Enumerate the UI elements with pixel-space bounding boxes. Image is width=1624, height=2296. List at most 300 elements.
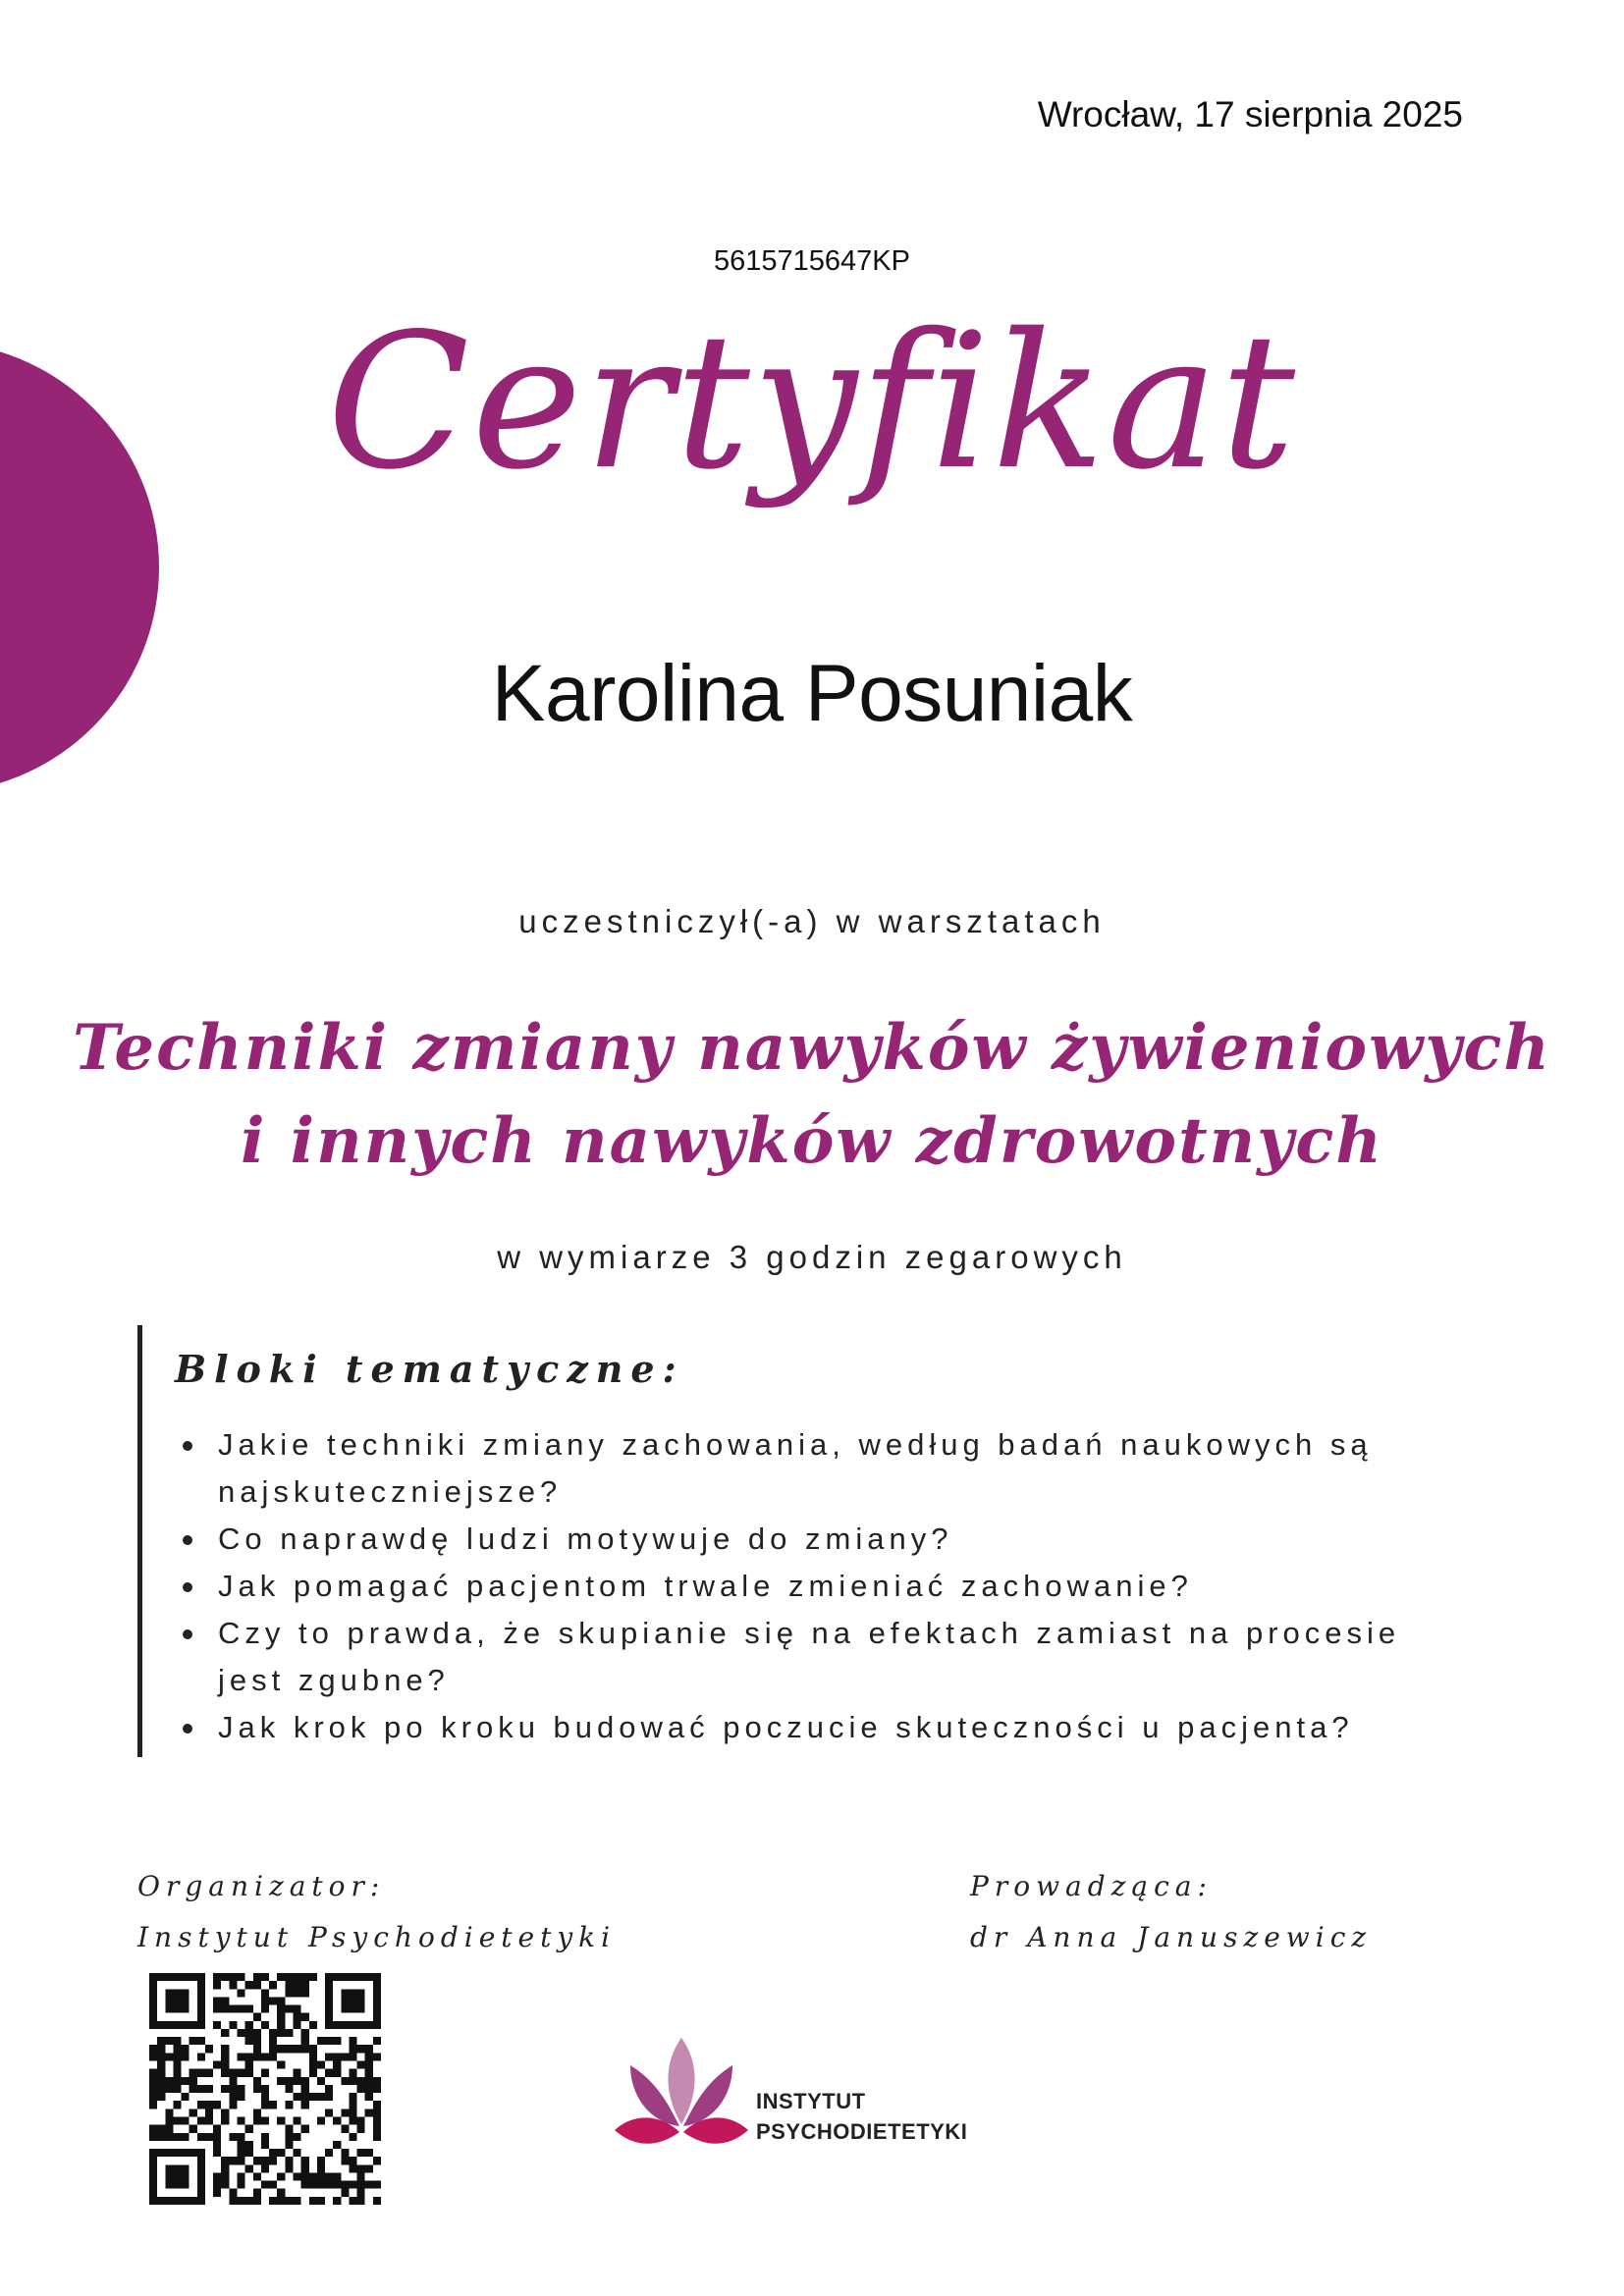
qr-module	[301, 2037, 309, 2045]
qr-module	[325, 2149, 333, 2157]
qr-module	[373, 2085, 381, 2093]
qr-module	[373, 1997, 381, 2004]
topic-item: Co naprawdę ludzi motywuje do zmiany?	[177, 1516, 1473, 1563]
qr-module	[157, 2085, 165, 2093]
qr-module	[349, 2181, 356, 2189]
qr-module	[245, 2069, 253, 2077]
qr-module	[325, 2085, 333, 2093]
qr-module	[373, 2109, 381, 2116]
qr-module	[365, 2021, 373, 2029]
qr-module	[317, 2181, 325, 2189]
qr-module	[301, 2093, 309, 2101]
qr-module	[173, 2021, 181, 2029]
qr-module	[309, 2197, 317, 2205]
qr-module	[349, 2005, 356, 2013]
qr-module	[253, 2045, 261, 2053]
participation-text: uczestniczył(-a) w warsztatach	[518, 903, 1106, 939]
qr-module	[309, 2069, 317, 2077]
qr-module	[309, 2061, 317, 2069]
qr-module	[261, 2005, 269, 2013]
qr-module	[197, 2101, 205, 2109]
qr-module	[221, 2157, 229, 2164]
qr-module	[357, 2021, 365, 2029]
qr-module	[149, 1989, 157, 1997]
qr-module	[229, 2101, 237, 2109]
qr-module	[238, 1973, 245, 1981]
qr-module	[157, 2045, 165, 2053]
qr-module	[349, 1997, 356, 2004]
qr-module	[325, 2181, 333, 2189]
qr-module	[349, 2164, 356, 2172]
qr-module	[213, 2021, 221, 2029]
qr-module	[238, 2069, 245, 2077]
qr-module	[182, 2116, 189, 2124]
qr-module	[229, 2077, 237, 2085]
qr-module	[373, 2116, 381, 2124]
qr-module	[238, 2133, 245, 2141]
qr-module	[357, 2149, 365, 2157]
qr-module	[205, 2085, 213, 2093]
qr-module	[333, 2053, 341, 2060]
qr-module	[182, 2164, 189, 2172]
qr-module	[261, 2164, 269, 2172]
qr-module	[229, 2021, 237, 2029]
qr-module	[301, 1989, 309, 1997]
logo-text	[756, 2086, 967, 2147]
qr-module	[333, 2061, 341, 2069]
qr-module	[341, 2053, 349, 2060]
qr-module	[261, 2133, 269, 2141]
qr-module	[301, 2157, 309, 2164]
qr-module	[165, 2181, 173, 2189]
qr-module	[205, 2116, 213, 2124]
qr-module	[165, 2085, 173, 2093]
leader-label: Prowadząca:	[970, 1870, 1213, 1902]
qr-module	[149, 2181, 157, 2189]
qr-module	[365, 2069, 373, 2077]
qr-module	[197, 2005, 205, 2013]
qr-module	[173, 2116, 181, 2124]
qr-module	[373, 2101, 381, 2109]
qr-module	[149, 2077, 157, 2085]
qr-module	[173, 2149, 181, 2157]
qr-module	[229, 1973, 237, 1981]
qr-module	[221, 2069, 229, 2077]
qr-module	[373, 2021, 381, 2029]
qr-module	[349, 2045, 356, 2053]
qr-module	[149, 2164, 157, 2172]
qr-module	[229, 2069, 237, 2077]
qr-module	[238, 2053, 245, 2060]
qr-module	[269, 2149, 277, 2157]
qr-module	[325, 2093, 333, 2101]
qr-module	[165, 2125, 173, 2133]
qr-module	[333, 2021, 341, 2029]
qr-module	[293, 2172, 300, 2180]
qr-module	[245, 2037, 253, 2045]
qr-module	[173, 1973, 181, 1981]
qr-module	[309, 2021, 317, 2029]
qr-module	[317, 2077, 325, 2085]
certificate-number: 5615715647KP	[714, 245, 910, 277]
qr-module	[277, 2013, 285, 2021]
qr-module	[238, 2005, 245, 2013]
qr-module	[253, 2029, 261, 2037]
qr-module	[229, 2085, 237, 2093]
qr-module	[301, 2172, 309, 2180]
qr-module	[197, 2053, 205, 2060]
qr-module	[341, 2005, 349, 2013]
qr-module	[301, 2101, 309, 2109]
qr-module	[333, 2069, 341, 2077]
qr-module	[238, 2172, 245, 2180]
lotus-center-petal	[668, 2038, 694, 2124]
qr-module	[173, 2005, 181, 2013]
qr-module	[182, 2077, 189, 2085]
qr-module	[357, 2172, 365, 2180]
qr-module	[157, 2197, 165, 2205]
certificate-title: Certyfikat	[326, 294, 1298, 510]
qr-module	[173, 1997, 181, 2004]
qr-module	[149, 1981, 157, 1989]
qr-module	[277, 2172, 285, 2180]
qr-module	[229, 2197, 237, 2205]
qr-module	[197, 2021, 205, 2029]
qr-module	[229, 2005, 237, 2013]
qr-module	[333, 2141, 341, 2149]
qr-module	[341, 2125, 349, 2133]
qr-module	[309, 2053, 317, 2060]
qr-module	[173, 2133, 181, 2141]
qr-module	[238, 2157, 245, 2164]
qr-module	[293, 2013, 300, 2021]
qr-module	[333, 1973, 341, 1981]
qr-module	[285, 2029, 293, 2037]
qr-module	[245, 2029, 253, 2037]
qr-module	[285, 2197, 293, 2205]
qr-module	[261, 1989, 269, 1997]
logo-text-line-1: INSTYTUT	[756, 2089, 866, 2113]
qr-module	[213, 2149, 221, 2157]
qr-module	[205, 2069, 213, 2077]
qr-module	[149, 2189, 157, 2197]
qr-module	[333, 2037, 341, 2045]
qr-module	[253, 2157, 261, 2164]
qr-module	[277, 2149, 285, 2157]
topics-list	[177, 1421, 1473, 1751]
qr-module	[205, 2109, 213, 2116]
qr-code-icon[interactable]	[149, 1973, 381, 2205]
qr-module	[269, 2045, 277, 2053]
qr-module	[197, 2157, 205, 2164]
recipient-name: Karolina Posuniak	[491, 649, 1133, 738]
qr-module	[373, 2197, 381, 2205]
qr-module	[229, 2093, 237, 2101]
qr-module	[182, 2093, 189, 2101]
qr-module	[301, 2013, 309, 2021]
qr-module	[349, 1989, 356, 1997]
qr-module	[357, 1973, 365, 1981]
qr-module	[365, 2093, 373, 2101]
qr-module	[221, 2085, 229, 2093]
qr-module	[221, 2164, 229, 2172]
qr-module	[293, 2069, 300, 2077]
qr-module	[221, 1997, 229, 2004]
topics-heading: Bloki tematyczne:	[175, 1347, 684, 1391]
qr-module	[245, 2141, 253, 2149]
logo-text-line-2: PSYCHODIETETYKI	[756, 2119, 968, 2144]
topic-item: Jak krok po kroku budować poczucie skuteczności u pacjenta?	[177, 1704, 1473, 1751]
qr-module	[357, 2077, 365, 2085]
qr-module	[333, 2181, 341, 2189]
qr-module	[277, 2077, 285, 2085]
qr-module	[285, 1981, 293, 1989]
qr-module	[285, 2125, 293, 2133]
qr-module	[317, 2164, 325, 2172]
qr-module	[293, 1973, 300, 1981]
qr-module	[253, 2077, 261, 2085]
qr-module	[373, 2037, 381, 2045]
qr-module	[365, 1973, 373, 1981]
qr-module	[229, 2189, 237, 2197]
qr-module	[373, 1989, 381, 1997]
qr-module	[301, 2085, 309, 2093]
qr-module	[213, 2172, 221, 2180]
qr-module	[238, 2116, 245, 2124]
qr-module	[277, 2029, 285, 2037]
qr-module	[197, 2189, 205, 2197]
qr-module	[197, 2149, 205, 2157]
qr-module	[341, 2181, 349, 2189]
qr-module	[182, 2045, 189, 2053]
qr-module	[277, 1997, 285, 2004]
qr-module	[357, 2045, 365, 2053]
qr-module	[261, 2085, 269, 2093]
qr-module	[197, 2085, 205, 2093]
qr-module	[293, 2005, 300, 2013]
qr-module	[189, 1973, 197, 1981]
qr-module	[261, 1973, 269, 1981]
qr-module	[165, 2021, 173, 2029]
qr-module	[349, 2133, 356, 2141]
lotus-logo-icon	[613, 2030, 750, 2158]
qr-module	[149, 2093, 157, 2101]
qr-module	[157, 2021, 165, 2029]
qr-module	[325, 2005, 333, 2013]
qr-module	[357, 2116, 365, 2124]
qr-module	[149, 2013, 157, 2021]
qr-module	[189, 2037, 197, 2045]
qr-module	[149, 2069, 157, 2077]
qr-module	[349, 2093, 356, 2101]
qr-module	[182, 2197, 189, 2205]
qr-module	[173, 2172, 181, 2180]
qr-module	[165, 2109, 173, 2116]
qr-module	[325, 2172, 333, 2180]
qr-module	[182, 2133, 189, 2141]
qr-module	[253, 1981, 261, 1989]
qr-module	[149, 1973, 157, 1981]
qr-module	[197, 1973, 205, 1981]
qr-module	[341, 2109, 349, 2116]
qr-module	[349, 2069, 356, 2077]
qr-module	[365, 2109, 373, 2116]
qr-module	[182, 2149, 189, 2157]
qr-module	[245, 2149, 253, 2157]
qr-module	[253, 2037, 261, 2045]
qr-module	[165, 2197, 173, 2205]
qr-module	[189, 2197, 197, 2205]
qr-module	[221, 2005, 229, 2013]
qr-module	[349, 2116, 356, 2124]
qr-module	[149, 2101, 157, 2109]
qr-module	[285, 2077, 293, 2085]
qr-module	[238, 2149, 245, 2157]
qr-module	[277, 2045, 285, 2053]
qr-module	[309, 2181, 317, 2189]
qr-module	[238, 2093, 245, 2101]
qr-module	[213, 1997, 221, 2004]
qr-module	[173, 2181, 181, 2189]
qr-module	[213, 2189, 221, 2197]
qr-module	[221, 2061, 229, 2069]
qr-module	[229, 2133, 237, 2141]
workshop-title-line-2: i innych nawyków zdrowotnych	[241, 1104, 1383, 1178]
qr-module	[261, 2101, 269, 2109]
qr-module	[269, 1997, 277, 2004]
qr-module	[157, 2125, 165, 2133]
qr-module	[245, 2061, 253, 2069]
qr-module	[182, 2181, 189, 2189]
qr-module	[309, 2045, 317, 2053]
qr-module	[325, 2109, 333, 2116]
qr-module	[341, 2077, 349, 2085]
qr-module	[245, 2197, 253, 2205]
qr-module	[261, 2116, 269, 2124]
qr-module	[349, 2197, 356, 2205]
qr-module	[349, 2053, 356, 2060]
qr-module	[149, 2125, 157, 2133]
qr-module	[221, 2116, 229, 2124]
qr-module	[253, 2172, 261, 2180]
qr-module	[253, 2189, 261, 2197]
qr-module	[149, 2172, 157, 2180]
qr-module	[357, 1997, 365, 2004]
qr-module	[269, 2053, 277, 2060]
qr-module	[173, 2077, 181, 2085]
qr-module	[309, 2172, 317, 2180]
qr-module	[261, 2053, 269, 2060]
qr-module	[317, 2093, 325, 2101]
qr-module	[293, 2077, 300, 2085]
qr-module	[349, 1973, 356, 1981]
qr-module	[341, 2021, 349, 2029]
qr-module	[149, 2005, 157, 2013]
qr-module	[285, 2005, 293, 2013]
qr-module	[373, 2013, 381, 2021]
qr-module	[349, 2157, 356, 2164]
qr-module	[277, 2005, 285, 2013]
qr-module	[325, 1989, 333, 1997]
qr-module	[277, 2116, 285, 2124]
qr-module	[317, 2197, 325, 2205]
qr-module	[205, 2133, 213, 2141]
qr-module	[245, 1981, 253, 1989]
qr-module	[149, 2157, 157, 2164]
qr-module	[301, 1981, 309, 1989]
qr-module	[285, 2133, 293, 2141]
qr-module	[317, 2037, 325, 2045]
qr-module	[173, 2053, 181, 2060]
qr-module	[261, 2093, 269, 2101]
qr-module	[253, 2197, 261, 2205]
qr-module	[261, 2069, 269, 2077]
qr-module	[349, 2109, 356, 2116]
qr-module	[357, 2005, 365, 2013]
qr-module	[277, 2021, 285, 2029]
qr-module	[341, 1989, 349, 1997]
qr-module	[197, 1981, 205, 1989]
qr-module	[182, 2172, 189, 2180]
qr-module	[325, 2069, 333, 2077]
qr-module	[189, 2077, 197, 2085]
qr-module	[269, 2037, 277, 2045]
qr-module	[149, 2021, 157, 2029]
qr-module	[341, 1997, 349, 2004]
qr-module	[182, 1973, 189, 1981]
qr-module	[149, 2149, 157, 2157]
qr-module	[238, 2197, 245, 2205]
qr-module	[205, 2045, 213, 2053]
qr-module	[333, 2197, 341, 2205]
qr-module	[149, 2197, 157, 2205]
qr-module	[173, 2037, 181, 2045]
qr-module	[293, 2093, 300, 2101]
qr-module	[301, 2181, 309, 2189]
qr-module	[325, 2037, 333, 2045]
qr-module	[221, 2172, 229, 2180]
qr-module	[357, 2125, 365, 2133]
qr-module	[285, 1973, 293, 1981]
qr-module	[301, 2164, 309, 2172]
qr-module	[285, 2101, 293, 2109]
qr-module	[157, 2053, 165, 2060]
qr-module	[238, 2029, 245, 2037]
qr-module	[157, 2149, 165, 2157]
qr-module	[373, 1973, 381, 1981]
qr-module	[285, 2085, 293, 2093]
qr-module	[261, 2157, 269, 2164]
place-and-date: Wrocław, 17 sierpnia 2025	[1037, 94, 1463, 134]
qr-module	[269, 1981, 277, 1989]
qr-module	[333, 2116, 341, 2124]
qr-module	[341, 2149, 349, 2157]
qr-module	[165, 2133, 173, 2141]
qr-module	[182, 1989, 189, 1997]
qr-module	[373, 1981, 381, 1989]
qr-module	[213, 2101, 221, 2109]
workshop-title	[0, 1001, 1624, 1188]
qr-module	[213, 1973, 221, 1981]
qr-module	[301, 2029, 309, 2037]
qr-module	[269, 2157, 277, 2164]
qr-module	[253, 1973, 261, 1981]
qr-module	[277, 2061, 285, 2069]
qr-module	[277, 2189, 285, 2197]
qr-module	[197, 2197, 205, 2205]
qr-module	[317, 2116, 325, 2124]
qr-module	[309, 2093, 317, 2101]
